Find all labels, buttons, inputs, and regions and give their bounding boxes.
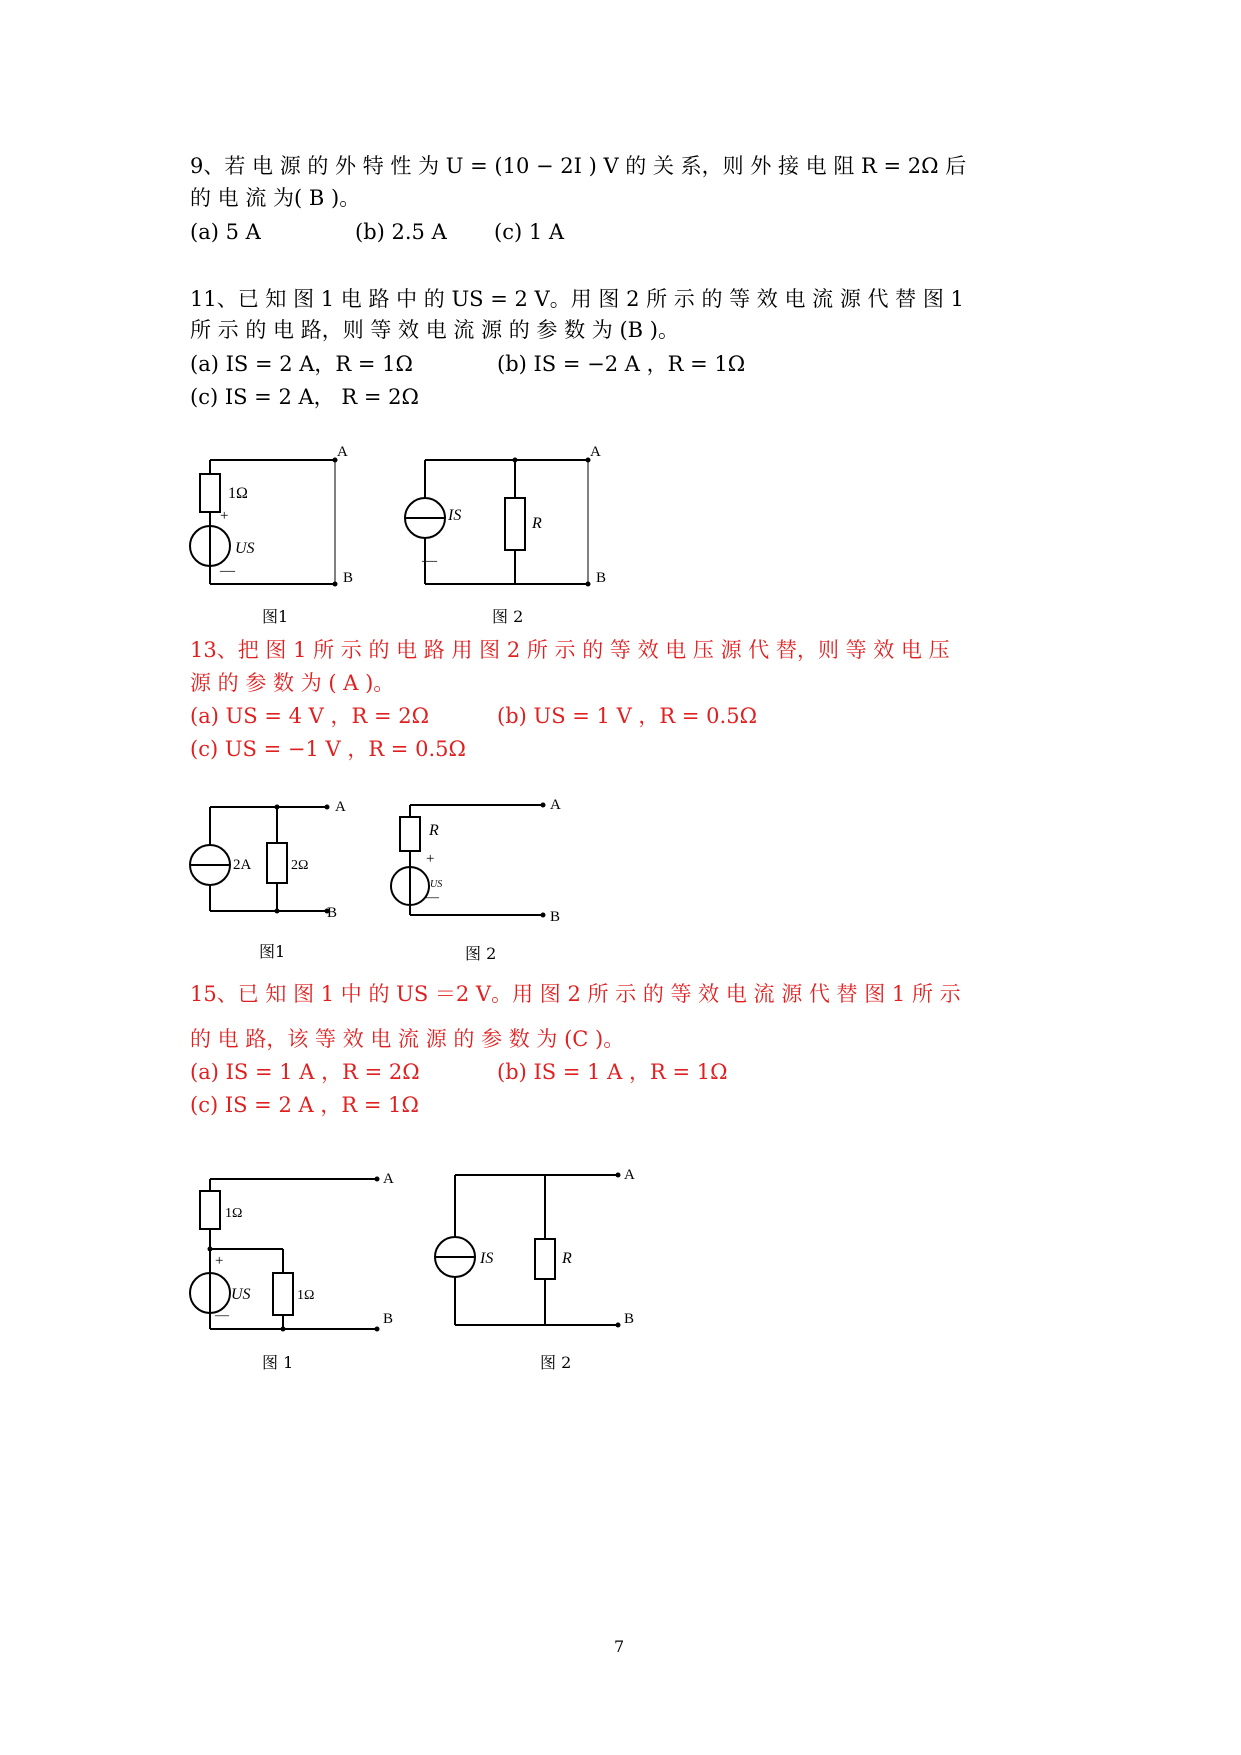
q13-fig2-source-label: US <box>430 879 443 890</box>
q13-line1: 13、把 图 1 所 示 的 电 路 用 图 2 所 示 的 等 效 电 压 源 代 替，则 等 效 电 压 <box>190 638 950 662</box>
q13-fig1-node-a: A <box>335 799 346 815</box>
q13-fig1-caption: 图1 <box>259 942 286 961</box>
q15-line2: 的 电 路，该 等 效 电 流 源 的 参 数 为 (C )。 <box>190 1027 625 1051</box>
q15-option-a: (a) IS = 1 A ，R = 2Ω <box>190 1060 420 1084</box>
q13-fig1-resistor-label: 2Ω <box>291 858 309 873</box>
q15-fig1-caption: 图 1 <box>262 1353 294 1372</box>
q15-fig1-circuit <box>185 1163 395 1343</box>
q15-fig2-node-a: A <box>624 1167 635 1183</box>
q15-fig2-caption: 图 2 <box>540 1353 572 1372</box>
q11-fig2-node-a: A <box>590 444 601 460</box>
q13-fig1-source-label: 2A <box>233 857 252 873</box>
q15-fig1-resistor-top-label: 1Ω <box>225 1206 243 1221</box>
q11-fig2-caption: 图 2 <box>492 607 524 626</box>
q15-fig1-node-b: B <box>383 1311 394 1327</box>
q11-line2: 所 示 的 电 路，则 等 效 电 流 源 的 参 数 为 (B )。 <box>190 318 679 342</box>
q11-fig1-minus: — <box>220 563 235 579</box>
q11-fig2-minus: — <box>422 553 437 569</box>
q15-fig2-source-label: IS <box>480 1250 494 1267</box>
q11-fig1-source-label: US <box>235 540 255 557</box>
q13-fig1-circuit <box>185 795 345 925</box>
q13-fig2-caption: 图 2 <box>465 944 497 963</box>
q9-option-a: (a) 5 A <box>190 220 261 244</box>
q13-fig2-minus: — <box>425 890 439 905</box>
q15-fig1-plus: + <box>215 1253 224 1269</box>
q15-fig2-resistor-label: R <box>562 1250 572 1267</box>
q11-fig1-node-b: B <box>343 570 354 586</box>
page-number: 7 <box>614 1637 625 1656</box>
q15-fig1-minus: — <box>215 1308 229 1323</box>
q9-option-c: (c) 1 A <box>494 220 565 244</box>
q9-option-b: (b) 2.5 A <box>355 220 447 244</box>
q13-option-c: (c) US = −1 V ，R = 0.5Ω <box>190 737 466 761</box>
q11-fig2-resistor-label: R <box>532 515 542 532</box>
q11-fig1-caption: 图1 <box>262 607 289 626</box>
q13-fig1-node-b: B <box>327 905 338 921</box>
q13-fig2-plus: + <box>426 851 435 867</box>
q15-fig2-node-b: B <box>624 1311 635 1327</box>
q11-option-b: (b) IS = −2 A ，R = 1Ω <box>497 352 746 376</box>
q9-line1: 9、若 电 源 的 外 特 性 为 U = (10 − 2I ) V 的 关 系，则 外 接 电 阻 R = 2Ω 后 <box>190 154 967 178</box>
q11-fig2-circuit <box>400 444 607 598</box>
q13-fig2-node-b: B <box>550 909 561 925</box>
q15-fig1-source-label: US <box>231 1286 251 1303</box>
q15-option-b: (b) IS = 1 A ，R = 1Ω <box>497 1060 728 1084</box>
q11-fig1-plus: + <box>220 508 229 524</box>
q13-option-b: (b) US = 1 V ，R = 0.5Ω <box>497 704 757 728</box>
q11-fig1-node-a: A <box>337 444 348 460</box>
q15-fig2-circuit <box>430 1163 650 1343</box>
q13-line2: 源 的 参 数 为 ( A )。 <box>190 671 395 695</box>
q11-fig1-circuit <box>185 444 354 598</box>
q11-option-a: (a) IS = 2 A，R = 1Ω <box>190 352 413 376</box>
q15-option-c: (c) IS = 2 A ，R = 1Ω <box>190 1093 419 1117</box>
q9-line2: 的 电 流 为( B )。 <box>190 186 361 210</box>
q13-fig2-resistor-label: R <box>429 822 439 839</box>
q11-fig2-source-label: IS <box>448 507 462 524</box>
q11-line1: 11、已 知 图 1 电 路 中 的 US = 2 V。用 图 2 所 示 的 等 效 电 流 源 代 替 图 1 <box>190 287 964 311</box>
q11-fig1-resistor-label: 1Ω <box>228 485 248 502</box>
q13-fig2-circuit <box>385 795 565 925</box>
q11-option-c: (c) IS = 2 A， R = 2Ω <box>190 385 419 409</box>
q15-fig1-node-a: A <box>383 1171 394 1187</box>
q15-line1: 15、已 知 图 1 中 的 US ＝2 V。用 图 2 所 示 的 等 效 电 流 源 代 替 图 1 所 示 <box>190 982 961 1006</box>
q13-option-a: (a) US = 4 V ，R = 2Ω <box>190 704 430 728</box>
q13-fig2-node-a: A <box>550 797 561 813</box>
q15-fig1-resistor-right-label: 1Ω <box>297 1288 315 1303</box>
q11-fig2-node-b: B <box>596 570 607 586</box>
